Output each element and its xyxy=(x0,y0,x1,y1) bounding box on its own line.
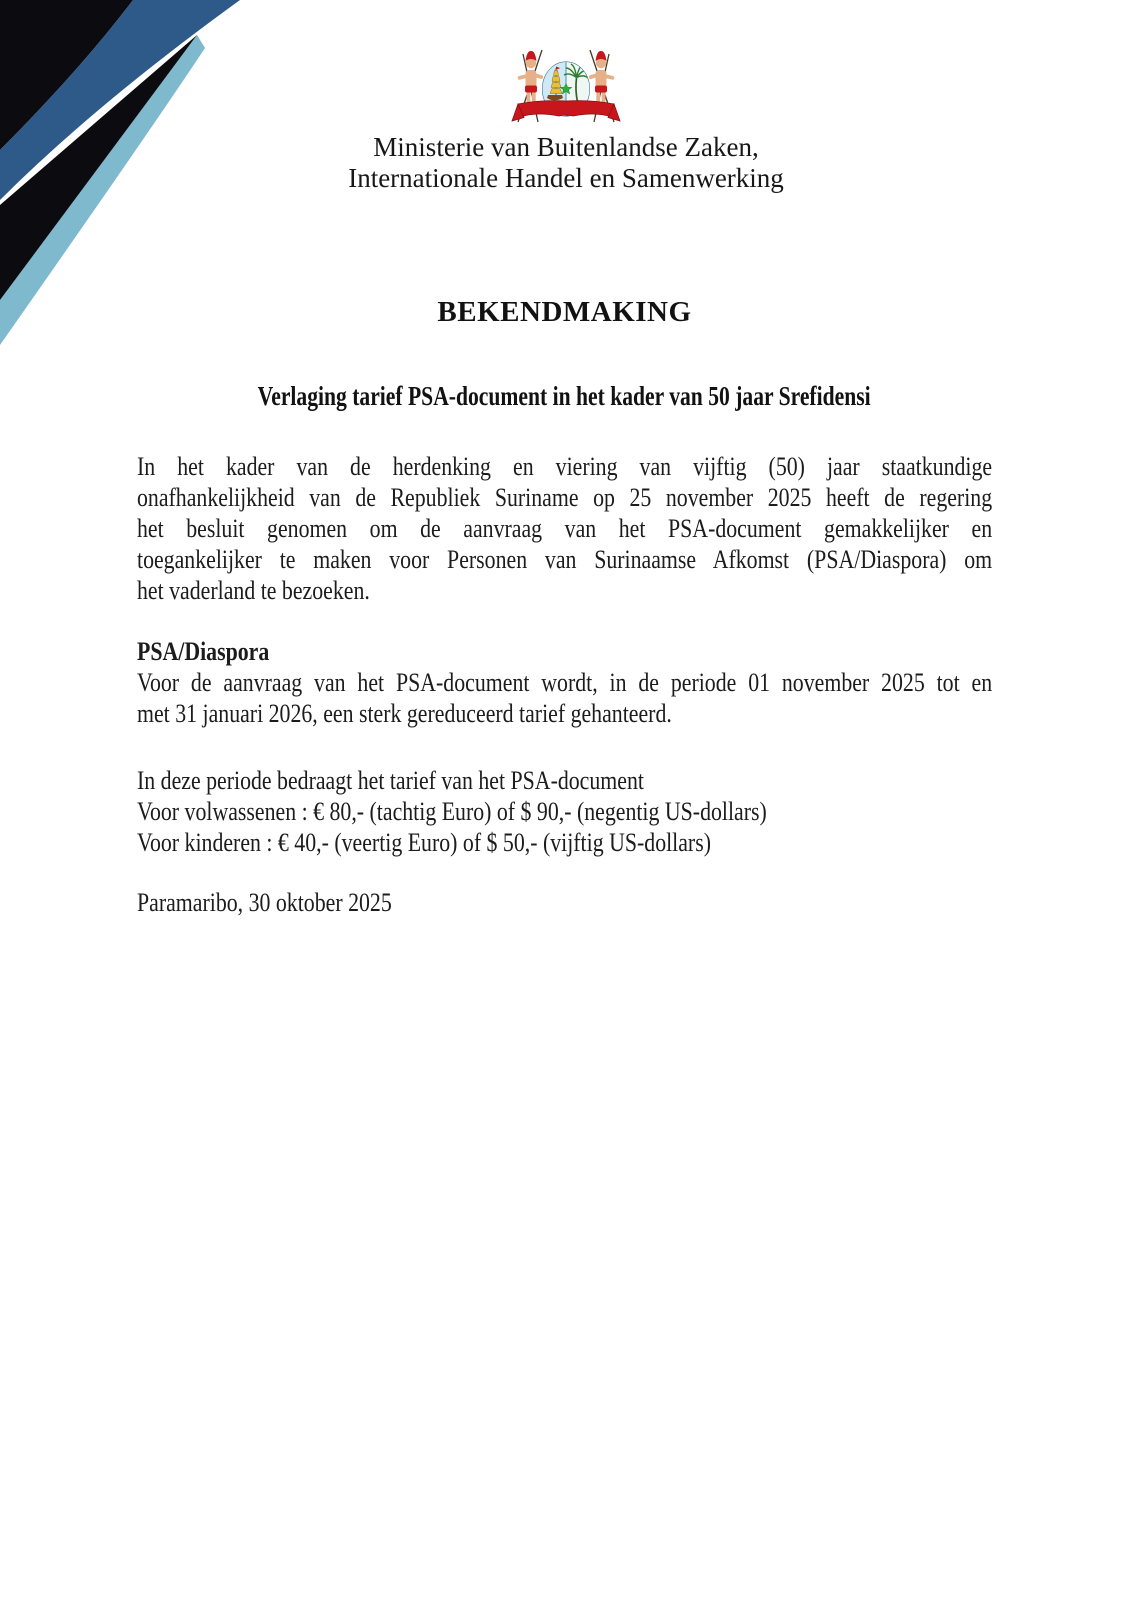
paragraph-tariff-period xyxy=(137,667,992,729)
ministry-name-line2: Internationale Handel en Samenwerking xyxy=(348,163,784,193)
corner-swoosh-decoration xyxy=(0,0,260,360)
tariff-intro-line: In deze periode bedraagt het tarief van het PSA-document xyxy=(137,766,644,795)
suriname-coat-of-arms xyxy=(511,42,621,130)
announcement-subtitle-text: Verlaging tarief PSA-document in het kader van 50 jaar Srefidensi xyxy=(258,381,871,411)
paragraph-line: het vaderland te bezoeken. xyxy=(137,576,370,605)
paragraph-line: Voor de aanvraag van het PSA-document wordt, in de periode 01 november 2025 tot en xyxy=(137,668,993,697)
ministry-name-line1: Ministerie van Buitenlandse Zaken, xyxy=(373,132,759,162)
page-title: BEKENDMAKING xyxy=(437,296,692,328)
paragraph-intro xyxy=(137,451,992,606)
paragraph-line: toegankelijker te maken voor Personen van Surinaamse Afkomst (PSA/Diaspora) om xyxy=(137,545,993,574)
tariff-children-line: Voor kinderen : € 40,- (veertig Euro) of $ 50,- (vijftig US-dollars) xyxy=(137,828,711,857)
dateline: Paramaribo, 30 oktober 2025 xyxy=(137,888,392,917)
section-heading-psa-diaspora: PSA/Diaspora xyxy=(137,637,270,666)
announcement-subtitle xyxy=(137,380,992,413)
paragraph-line: het besluit genomen om de aanvraag van het PSA-document gemakkelijker en xyxy=(137,514,993,543)
tariff-adults-line: Voor volwassenen : € 80,- (tachtig Euro) of $ 90,- (negentig US-dollars) xyxy=(137,797,767,826)
paragraph-line: met 31 januari 2026, een sterk gereduceerd tarief gehanteerd. xyxy=(137,699,672,728)
announcement-body xyxy=(137,294,992,918)
paragraph-line: onafhankelijkheid van de Republiek Suriname op 25 november 2025 heeft de regering xyxy=(137,483,993,512)
paragraph-line: In het kader van de herdenking en viering van vijftig (50) jaar staatkundige xyxy=(137,452,993,481)
